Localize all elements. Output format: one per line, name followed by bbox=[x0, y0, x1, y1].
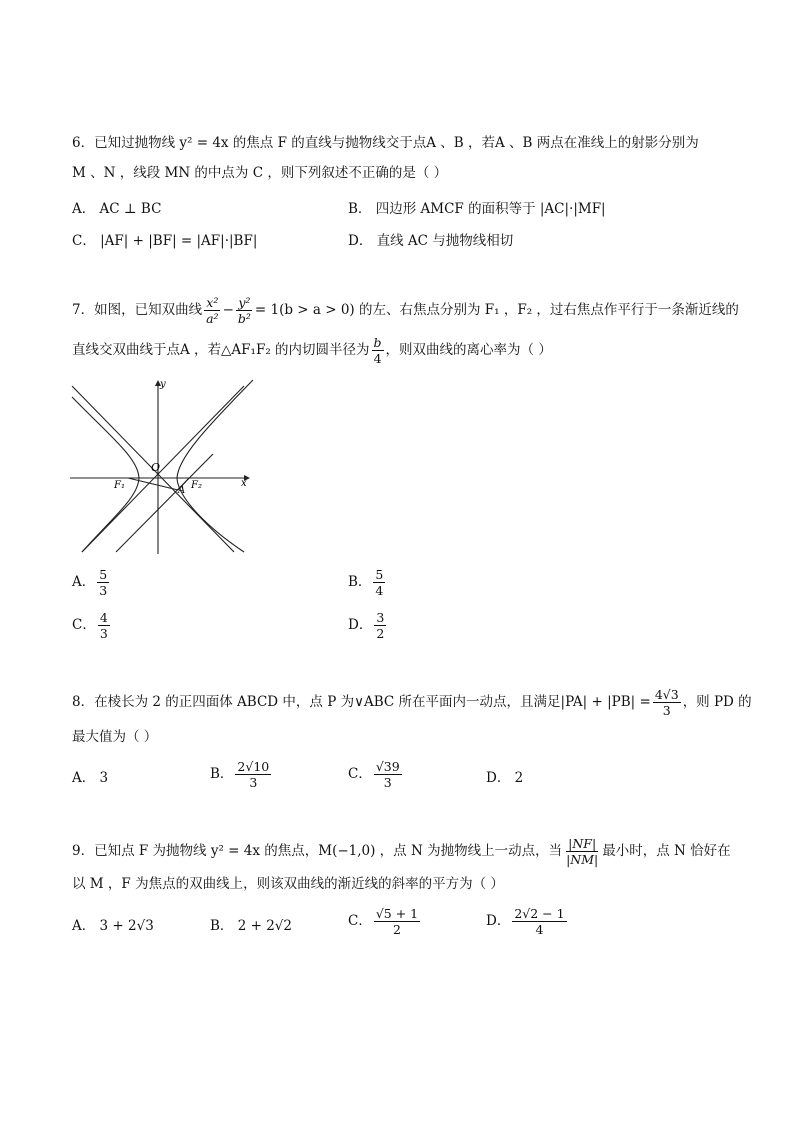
q6-stem-line1: 6．已知过抛物线 y² = 4x 的焦点 F 的直线与抛物线交于点A 、B ，若A 、B 两点在准线上的射影分别为 bbox=[72, 135, 699, 151]
q9-c-frac bbox=[374, 906, 420, 937]
q7-eq-num1: x² bbox=[206, 295, 219, 310]
q9-ratio-den: |NM| bbox=[566, 852, 599, 867]
q9-option-b[interactable]: B． 2 + 2√2 bbox=[210, 918, 292, 934]
q8-stem-line2: 最大值为（ ） bbox=[72, 729, 158, 745]
q9-c-label: C． bbox=[348, 913, 372, 929]
q7-eq-frac-y bbox=[236, 295, 253, 326]
q7-c-label: C． bbox=[72, 617, 96, 633]
q7-line1-pre: 7．如图，已知双曲线 bbox=[72, 302, 203, 318]
asymptote-pos bbox=[82, 386, 244, 552]
q7-r-num: b bbox=[373, 335, 382, 350]
q8-b-label: B． bbox=[210, 766, 234, 782]
q6-stem-line2: M 、N ，线段 MN 的中点为 C ，则下列叙述不正确的是（ ） bbox=[72, 165, 448, 181]
q7-b-frac bbox=[373, 567, 385, 598]
q9-c-num: √5 + 1 bbox=[375, 906, 419, 921]
q8-option-c[interactable] bbox=[348, 759, 404, 790]
q7-eq-frac-x bbox=[204, 295, 220, 326]
q7-line1-post: = 1(b > a > 0) 的左、右焦点分别为 F₁ ，F₂ ，过右焦点作平行于一条渐近线的 bbox=[254, 302, 739, 318]
q9-ratio-num: |NF| bbox=[568, 836, 597, 851]
q9-option-c[interactable] bbox=[348, 906, 422, 937]
q9-c-den: 2 bbox=[393, 922, 401, 937]
q8-b-frac bbox=[235, 759, 271, 790]
q8-b-num: 2√10 bbox=[237, 759, 270, 774]
q8-option-a[interactable]: A． 3 bbox=[72, 770, 109, 786]
q7-c-den: 3 bbox=[99, 626, 108, 641]
q8-cond-num: 4√3 bbox=[654, 687, 679, 702]
q7-a-num: 5 bbox=[99, 567, 108, 582]
q7-line2-post: ，则双曲线的离心率为（ ） bbox=[385, 342, 552, 358]
fig-label-origin: O bbox=[151, 461, 161, 474]
q8-vector-sum: |PA| + |PB| = bbox=[560, 694, 651, 710]
q9-line1-pre: 9．已知点 F 为抛物线 y² = 4x 的焦点，M(−1,0) ，点 N 为抛物线上一动点，当 bbox=[72, 843, 563, 859]
q8-stem-line1 bbox=[72, 687, 752, 718]
q9-d-den: 4 bbox=[535, 922, 544, 937]
q7-a-label: A． bbox=[72, 574, 96, 590]
q8-c-num: √39 bbox=[375, 759, 400, 774]
q7-radius-frac bbox=[372, 335, 384, 366]
q7-b-den: 4 bbox=[375, 583, 384, 598]
q7-a-den: 3 bbox=[99, 583, 108, 598]
q9-ratio-frac bbox=[564, 836, 600, 867]
q7-b-num: 5 bbox=[375, 567, 384, 582]
q9-stem-line1 bbox=[72, 836, 731, 867]
q6-option-d[interactable]: D． 直线 AC 与抛物线相切 bbox=[348, 233, 514, 249]
q7-line2-pre: 直线交双曲线于点A ，若△AF₁F₂ 的内切圆半径为 bbox=[72, 342, 370, 358]
q7-eq-den2: b² bbox=[237, 311, 251, 326]
q9-option-d[interactable] bbox=[486, 906, 569, 937]
fig-label-f2: F₂ bbox=[191, 480, 202, 491]
q9-option-a[interactable]: A． 3 + 2√3 bbox=[72, 918, 154, 934]
q7-a-frac bbox=[97, 567, 109, 598]
q8-c-den: 3 bbox=[383, 775, 392, 790]
q7-r-den: 4 bbox=[373, 351, 382, 366]
q7-b-label: B． bbox=[348, 574, 372, 590]
q7-option-d[interactable] bbox=[348, 610, 388, 641]
fig-label-f1: F₁ bbox=[114, 480, 125, 491]
q7-eq-num2: y² bbox=[238, 295, 251, 310]
q8-line1-post: ，则 PD 的 bbox=[682, 694, 752, 710]
q8-line1-pre: 8．在棱长为 2 的正四面体 ABCD 中，点 P 为∨ABC 所在平面内一动点，且满足 bbox=[72, 694, 561, 710]
q8-c-frac bbox=[374, 759, 402, 790]
q6-option-a[interactable]: A． AC ⊥ BC bbox=[72, 201, 162, 217]
hyperbola-right-branch bbox=[177, 380, 253, 552]
q7-eq-minus: − bbox=[222, 302, 234, 318]
q7-stem-line2 bbox=[72, 335, 552, 366]
q9-d-frac bbox=[512, 906, 566, 937]
q8-option-b[interactable] bbox=[210, 759, 273, 790]
q7-c-frac bbox=[98, 610, 110, 641]
q7-option-c[interactable] bbox=[72, 610, 112, 641]
fig-label-x: x bbox=[241, 478, 247, 489]
q9-line1-post: 最小时，点 N 恰好在 bbox=[602, 843, 731, 859]
q8-option-d[interactable]: D． 2 bbox=[486, 770, 524, 786]
q7-eq-den1: a² bbox=[206, 311, 219, 326]
q9-d-num: 2√2 − 1 bbox=[514, 906, 565, 921]
q7-option-b[interactable] bbox=[348, 567, 387, 598]
q7-hyperbola-figure bbox=[68, 376, 254, 556]
q8-condition-frac bbox=[653, 687, 681, 718]
q7-c-num: 4 bbox=[99, 610, 108, 625]
q7-d-label: D． bbox=[348, 617, 373, 633]
q7-stem-line1 bbox=[72, 295, 739, 326]
fig-label-y: y bbox=[160, 379, 166, 390]
q6-option-b[interactable]: B． 四边形 AMCF 的面积等于 |AC|·|MF| bbox=[348, 201, 606, 217]
q7-d-den: 2 bbox=[376, 626, 385, 641]
q8-c-label: C． bbox=[348, 766, 372, 782]
q8-b-den: 3 bbox=[249, 775, 258, 790]
q9-d-label: D． bbox=[486, 913, 511, 929]
q7-d-num: 3 bbox=[376, 610, 385, 625]
q7-d-frac bbox=[374, 610, 386, 641]
fig-label-a: A bbox=[178, 485, 186, 496]
q6-option-c[interactable]: C． |AF| + |BF| = |AF|·|BF| bbox=[72, 233, 258, 249]
q8-cond-den: 3 bbox=[662, 703, 671, 718]
q9-stem-line2: 以 M ，F 为焦点的双曲线上，则该双曲线的渐近线的斜率的平方为（ ） bbox=[72, 876, 504, 892]
q7-option-a[interactable] bbox=[72, 567, 111, 598]
